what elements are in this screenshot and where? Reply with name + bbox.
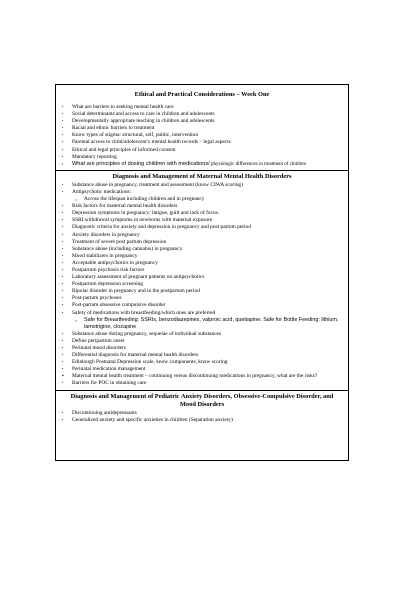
sub-list-item: ○ Safe for Breastfeeding: SSRIs, benzodiazepines, valproic acid, quetiapine. Safe for Bottle Feeding: lithium, lamotrigine, clozapine	[62, 317, 346, 331]
list-item: • Treatment of severe post partum depression	[62, 239, 346, 246]
section-list	[56, 100, 348, 168]
list-item-text-tail: physiologic differences in treatment of children	[209, 161, 307, 167]
list-item: • Acceptable antipsychotics in pregnancy	[62, 260, 346, 267]
list-item: • Postpartum depression screening	[62, 281, 346, 288]
section-title: Ethical and Practical Considerations – Week One	[134, 91, 270, 98]
list-item: • Safety of medications with breastfeeding/which ones are preferred	[62, 310, 346, 317]
list-item: • Ethical and legal principles of informed consent	[62, 147, 346, 154]
section-title: Diagnosis and Management of Pediatric Anxiety Disorders, Obsessive-Compulsive Disorder, and Mood Disorders	[70, 392, 334, 408]
list-item: • Post-partum obsessive compulsive disorder	[62, 302, 346, 309]
list-item: • Racial and ethnic barriers to treatment	[62, 125, 346, 132]
content-table	[55, 84, 349, 461]
list-item: • Social determinants and access to care in children and adolescents	[62, 111, 346, 118]
list-item: • Define peripartum onset	[62, 338, 346, 345]
list-item: • Substance abuse during pregnancy, sequelae of individual substances	[62, 331, 346, 338]
list-item: • Anxiety disorders in pregnancy	[62, 232, 346, 239]
list-item: • Risk factors for maternal mental health disorders	[62, 203, 346, 210]
list-item: • What are barriers to seeking mental health care	[62, 104, 346, 111]
list-item: • Substance abuse in pregnancy, treatment and assessment (know CIWA scoring)	[62, 182, 346, 189]
section-pediatric-disorders	[56, 391, 348, 460]
list-item: • Mandatory reporting	[62, 154, 346, 161]
sub-list-item: ○ Across the lifespan including children and in pregnancy	[62, 196, 346, 203]
list-item: • Generalized anxiety and specific anxieties in children (Separation anxiety)	[62, 417, 346, 424]
list-item: • Depression symptoms in pregnancy: fatigue, guilt and lack of focus.	[62, 210, 346, 217]
section-title: Diagnosis and Management of Maternal Mental Health Disorders	[112, 172, 292, 180]
list-item: • Perinatal medication management	[62, 366, 346, 373]
list-item: • Antipsychotic medications:	[62, 189, 346, 196]
list-item: • Parental access to child/adolescent’s mental health records – legal aspects	[62, 139, 346, 146]
list-item: • Differential diagnosis for maternal mental health disorders	[62, 352, 346, 359]
list-item: • Bipolar disorder in pregnancy and in the postpartum period	[62, 288, 346, 295]
list-item-text: What are principles of dosing children with medications/	[72, 160, 210, 167]
list-item: • Substance abuse (including cannabis) in pregnancy.	[62, 246, 346, 253]
list-item-dosing	[62, 161, 346, 168]
list-item: • Barriers for POC in obtaining care	[62, 380, 346, 387]
section-ethical-considerations	[56, 85, 348, 171]
list-item: • Diagnostic criteria for anxiety and depression in pregnancy and post partum period	[62, 224, 346, 231]
section-list	[56, 410, 348, 424]
section-list	[56, 182, 348, 390]
list-item: • Know types of stigma: structural, self, public, intervention	[62, 132, 346, 139]
list-item: • Developmentally appropriate teaching in children and adolescents	[62, 118, 346, 125]
list-item: • Post-partum psychoses	[62, 295, 346, 302]
list-item: • SSRI withdrawal symptoms in newborns with maternal exposure	[62, 217, 346, 224]
list-item: • Postpartum psychosis risk factors	[62, 267, 346, 274]
section-maternal-mental-health	[56, 171, 348, 391]
list-item: • Mood stabilizers in pregnancy	[62, 253, 346, 260]
list-item: • Perinatal mood disorders	[62, 345, 346, 352]
list-item: • Edinburgh Postnatal Depression scale, know components, know scoring	[62, 359, 346, 366]
list-item: • Discontinuing antidepressants	[62, 410, 346, 417]
list-item: • Laboratory assessment of pregnant patients on antipsychotics	[62, 274, 346, 281]
list-item: ▪ Maternal mental health treatment – continuing versus discontinuing medications in pregnancy, what are the risks?	[62, 373, 346, 380]
